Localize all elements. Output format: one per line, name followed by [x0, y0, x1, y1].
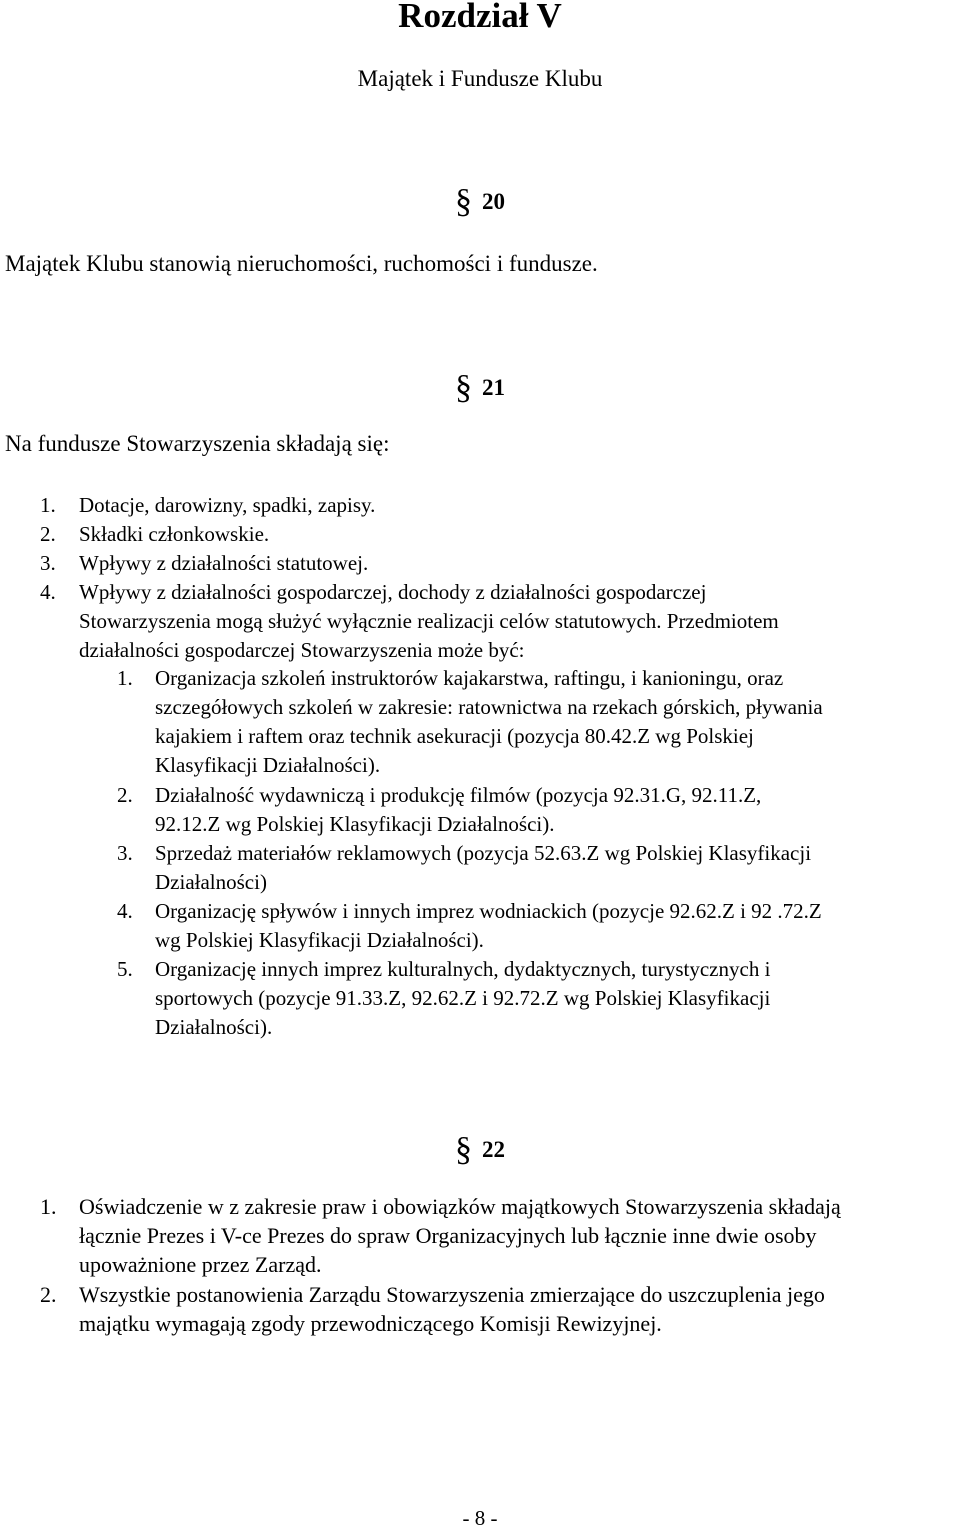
section-number: 20: [482, 189, 505, 214]
list-item-number: 5.: [117, 957, 133, 981]
list-item-text: Wpływy z działalności statutowej.: [79, 551, 369, 575]
page-number: - 8 -: [462, 1506, 498, 1530]
list-item-number: 2.: [40, 522, 56, 546]
section-heading-22: [455, 1131, 505, 1169]
list-item-text: Dotacje, darowizny, spadki, zapisy.: [79, 493, 376, 517]
list-item-text: Działalność wydawniczą i produkcję filmów (pozycja 92.31.G, 92.11.Z,: [155, 783, 762, 807]
list-item-text: Działalności).: [155, 1015, 273, 1039]
list-item-text: Wszystkie postanowienia Zarządu Stowarzyszenia zmierzające do uszczuplenia jego: [79, 1282, 825, 1307]
list-item-text: działalności gospodarczej Stowarzyszenia może być:: [79, 638, 525, 662]
section-heading-21: [455, 369, 505, 407]
paragraph-sign-icon: §: [455, 1131, 472, 1168]
paragraph-sign-icon: §: [455, 183, 472, 220]
list-item-text: Składki członkowskie.: [79, 522, 270, 546]
list-item-number: 4.: [40, 580, 56, 604]
list-item-text: Organizację spływów i innych imprez wodniackich (pozycje 92.62.Z i 92 .72.Z: [155, 899, 822, 923]
chapter-title: Rozdział V: [398, 0, 562, 35]
list-item-number: 3.: [117, 841, 133, 865]
chapter-subtitle: Majątek i Fundusze Klubu: [357, 66, 603, 91]
list-item-text: sportowych (pozycje 91.33.Z, 92.62.Z i 92.72.Z wg Polskiej Klasyfikacji: [155, 986, 771, 1010]
list-item-text: Organizację innych imprez kulturalnych, dydaktycznych, turystycznych i: [155, 957, 771, 981]
list-item-number: 4.: [117, 899, 133, 923]
list-item-text: Działalności): [155, 870, 267, 894]
list-item-text: Stowarzyszenia mogą służyć wyłącznie realizacji celów statutowych. Przedmiotem: [79, 609, 779, 633]
list-item-text: Wpływy z działalności gospodarczej, dochody z działalności gospodarczej: [79, 580, 707, 604]
list-item-text: majątku wymagają zgody przewodniczącego Komisji Rewizyjnej.: [79, 1311, 662, 1336]
section-number: 22: [482, 1137, 505, 1162]
list-item-number: 1.: [40, 493, 56, 517]
section-heading-20: [455, 183, 505, 221]
list-item-number: 2.: [40, 1282, 57, 1307]
list-item-text: kajakiem i raftem oraz technik asekuracji (pozycja 80.42.Z wg Polskiej: [155, 724, 754, 748]
list-item-number: 3.: [40, 551, 56, 575]
section-number: 21: [482, 375, 505, 400]
list-item-text: Organizacja szkoleń instruktorów kajakarstwa, raftingu, i kanioningu, oraz: [155, 666, 784, 690]
list-item-text: łącznie Prezes i V-ce Prezes do spraw Organizacyjnych lub łącznie inne dwie osoby: [79, 1223, 817, 1248]
section-21-intro: Na fundusze Stowarzyszenia składają się:: [5, 431, 390, 456]
list-item-text: upoważnione przez Zarząd.: [79, 1252, 322, 1277]
list-item-number: 2.: [117, 783, 133, 807]
list-item-number: 1.: [117, 666, 133, 690]
paragraph-sign-icon: §: [455, 369, 472, 406]
list-item-text: szczegółowych szkoleń w zakresie: ratownictwa na rzekach górskich, pływania: [155, 695, 823, 719]
list-item-number: 1.: [40, 1194, 57, 1219]
section-20-text: Majątek Klubu stanowią nieruchomości, ruchomości i fundusze.: [5, 251, 598, 276]
list-item-text: Sprzedaż materiałów reklamowych (pozycja 52.63.Z wg Polskiej Klasyfikacji: [155, 841, 812, 865]
list-item-text: 92.12.Z wg Polskiej Klasyfikacji Działalności).: [155, 812, 555, 836]
list-item-text: Klasyfikacji Działalności).: [155, 753, 381, 777]
list-item-text: wg Polskiej Klasyfikacji Działalności).: [155, 928, 484, 952]
list-item-text: Oświadczenie w z zakresie praw i obowiązków majątkowych Stowarzyszenia składają: [79, 1194, 841, 1219]
